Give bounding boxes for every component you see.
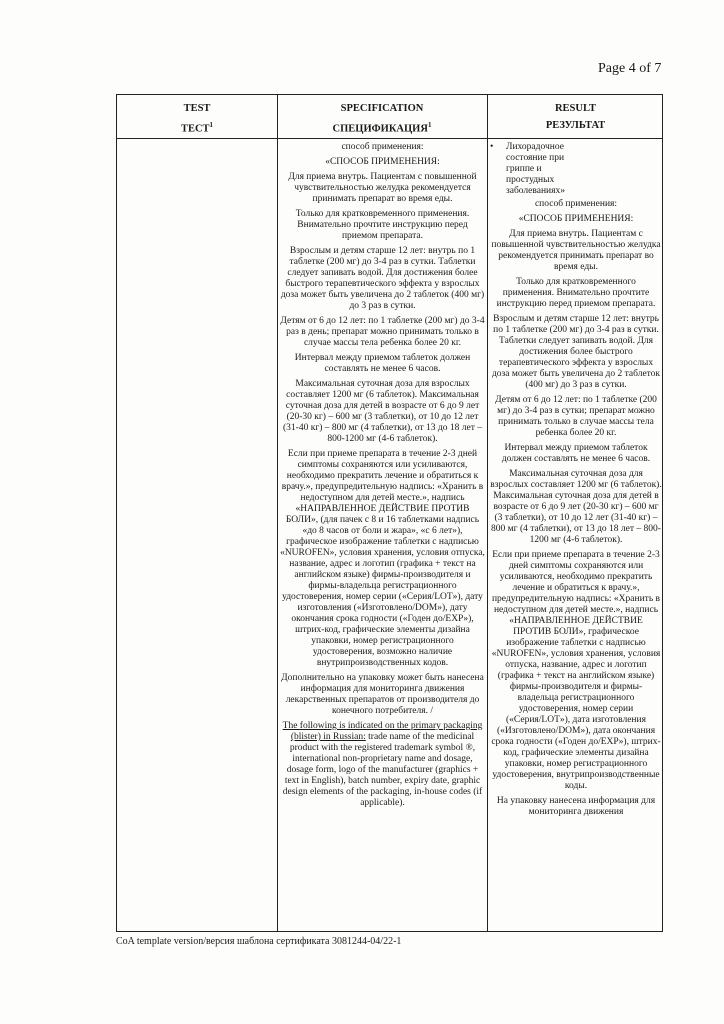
header-test-en: TEST bbox=[183, 103, 211, 114]
result-paragraph: Только для кратковременного применения. Внимательно прочтите инструкцию перед приемом препарата. bbox=[496, 277, 656, 309]
result-paragraph: Если при приеме препарата в течение 2-3 дней симптомы сохраняются или усиливаются, необходимо прекратить лечение и обратиться к врачу.», предупредительную надпись: «Хранить в недоступном для детей месте.», надпись «НАПРАВЛЕННОЕ ДЕЙСТВИЕ ПРОТИВ БОЛИ», графическое изображение таблетки с надписью «NUROFEN», условия хранения, условия отпуска, название, адрес и логотип (графика + текст на английском языке) фирмы-производителя и фирмы-владельца регистрационного удостоверения, номер серии («Серия/LOT»), дата изготовления («Изготовлено/DOM»), дата окончания срока годности («Годен до/EXP»), штрих-код, графические элементы дизайна упаковки, номер регистрационного удостоверения, внутрипроизводственные коды. bbox=[491, 550, 661, 791]
result-paragraph: Детям от 6 до 12 лет: по 1 таблетке (200 мг) до 3-4 раз в сутки; препарат можно принимать только в случае массы тела ребенка более 20 кг. bbox=[495, 395, 657, 438]
result-paragraph: Взрослым и детям старше 12 лет: внутрь по 1 таблетке (200 мг) до 3-4 раз в сутки. Таблетки следует запивать водой. Для достижения более быстрого терапевтического эффекта у взрослых доза может быть увеличена до 2 таблеток (400 мг) до 3 раз в сутки. bbox=[491, 314, 661, 390]
spec-paragraph: Если при приеме препарата в течение 2-3 дней симптомы сохраняются или усиливаются, необходимо прекратить лечение и обратиться к врачу.», предупредительную надпись: «Хранить в недоступном для детей месте.», надпись «НАПРАВЛЕННОЕ ДЕЙСТВИЕ ПРОТИВ БОЛИ», (для пачек с 8 и 16 таблетками надпись «до 8 часов от боли и жара», «с 6 лет»), графическое изображение таблетки с надписью «NUROFEN», условия хранения, условия отпуска, название, адрес и логотип (графика + текст на английском языке) фирмы-производителя и фирмы-владельца регистрационного удостоверения, номер серии («Серия/LOT»), дату изготовления («Изготовлено/DOM»), дату окончания срока годности («Годен до/EXP»), штрих-код, графические элементы дизайна упаковки, номер регистрационного удостоверения, возможно наличие внутрипроизводственных кодов. bbox=[280, 449, 485, 668]
spec-paragraph: способ применения: bbox=[341, 142, 424, 152]
bullet-icon: • bbox=[490, 142, 494, 152]
result-paragraph: способ применения: bbox=[534, 199, 618, 209]
spec-paragraph: «СПОСОБ ПРИМЕНЕНИЯ: bbox=[325, 157, 440, 167]
column-divider bbox=[277, 95, 278, 931]
spec-paragraph: Интервал между приемом таблеток должен составлять не менее 6 часов. bbox=[294, 353, 471, 374]
column-divider bbox=[487, 95, 488, 931]
specification-cell bbox=[280, 142, 485, 813]
header-spec-ru: СПЕЦИФИКАЦИЯ$^1$ bbox=[332, 121, 432, 135]
specification-table bbox=[116, 94, 663, 932]
spec-english-paragraph: The following is indicated on the primary packaging (blister) in Russian: trade name of the medicinal product with the registered trademark symbol ®, international non-proprietary name and dosage, dosage form, logo of the manufacturer (graphics + text in English), batch number, expiry date, graphic design elements of the packaging, in-house codes (if applicable). bbox=[282, 721, 483, 808]
header-result-ru: РЕЗУЛЬТАТ bbox=[545, 120, 606, 131]
spec-paragraph: Только для кратковременного применения. Внимательно прочтите инструкцию перед приемом препарата. bbox=[295, 209, 470, 241]
result-bullet-item: • Лихорадочное состояние при гриппе и простудных заболеваниях» bbox=[490, 142, 565, 196]
result-paragraph: На упаковку нанесена информация для мониторинга движения bbox=[496, 796, 656, 817]
result-paragraph: Интервал между приемом таблеток должен составлять не менее 6 часов. bbox=[501, 443, 651, 464]
spec-paragraph: Для приема внутрь. Пациентам с повышенной чувствительностью желудка рекомендуется принимать препарат во время еды. bbox=[288, 172, 477, 204]
result-paragraph: «СПОСОБ ПРИМЕНЕНИЯ: bbox=[518, 214, 634, 224]
footer-template-version: CoA template version/версия шаблона сертификата 3081244-04/22-1 bbox=[116, 936, 402, 947]
page-number: Page 4 of 7 bbox=[598, 61, 662, 76]
result-paragraph: Максимальная суточная доза для взрослых составляет 1200 мг (6 таблеток). Максимальная суточная доза для детей в возрасте от 6 до 9 лет (20-30 кг) – 600 мг (3 таблетки), от 10 до 12 лет (31-40 кг) – 800 мг (4 таблетки), от 13 до 18 лет – 800-1200 мг (4-6 таблеток). bbox=[490, 469, 662, 545]
header-result-en: RESULT bbox=[554, 103, 597, 114]
spec-paragraph: Дополнительно на упаковку может быть нанесена информация для мониторинга движения лекарственных препаратов от производителя до конечного потребителя. / bbox=[281, 673, 484, 716]
header-result bbox=[487, 100, 664, 134]
header-specification bbox=[277, 100, 487, 138]
header-spec-en: SPECIFICATION bbox=[340, 103, 424, 114]
header-test bbox=[117, 100, 277, 138]
result-cell bbox=[490, 142, 662, 822]
spec-paragraph: Максимальная суточная доза для взрослых составляет 1200 мг (6 таблеток). Максимальная суточная доза для детей в возрасте от 6 до 9 лет (20-30 кг) – 600 мг (3 таблетки), от 10 до 12 лет (31-40 кг) – 800 мг (4 таблетки), от 13 до 18 лет – 800-1200 мг (4-6 таблеток). bbox=[283, 379, 482, 444]
result-paragraph: Для приема внутрь. Пациентам с повышенной чувствительностью желудка рекомендуется принимать препарат во время еды. bbox=[491, 229, 661, 272]
header-divider bbox=[117, 138, 662, 139]
spec-paragraph: Взрослым и детям старше 12 лет: внутрь по 1 таблетке (200 мг) до 3-4 раз в сутки. Таблетки следует запивать водой. Для достижения более быстрого терапевтического эффекта у взрослых доза может быть увеличена до 2 таблеток (400 мг) до 3 раз в сутки. bbox=[280, 246, 485, 311]
header-test-ru: ТЕСТ$^1$ bbox=[180, 121, 214, 135]
spec-paragraph: Детям от 6 до 12 лет: по 1 таблетке (200 мг) до 3-4 раз в день; препарат можно принимать только в случае массы тела ребенка более 20 кг. bbox=[280, 316, 485, 348]
